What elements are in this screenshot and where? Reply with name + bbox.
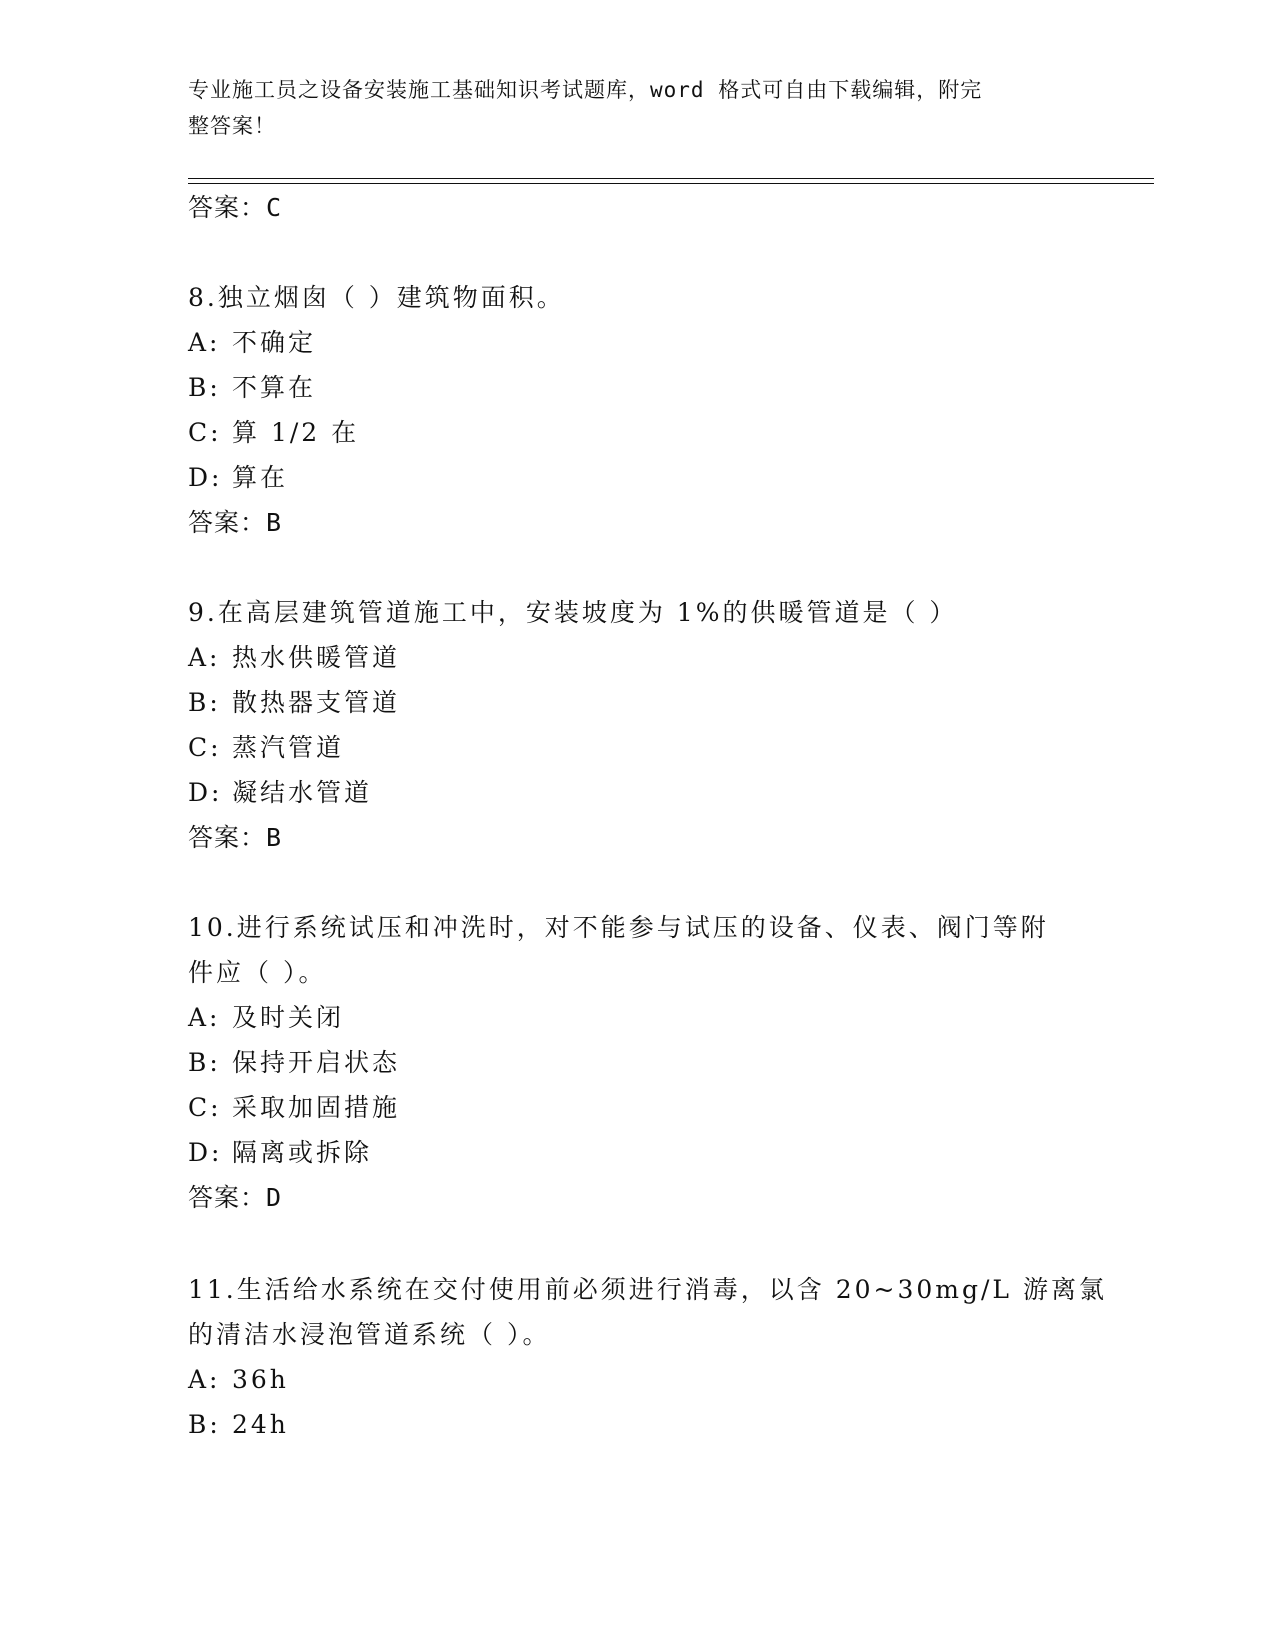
question-text: 11.生活给水系统在交付使用前必须进行消毒，以含 20~30mg/L 游离氯 [188, 1275, 1107, 1304]
option-letter: D: [188, 1138, 223, 1167]
option-letter: D: [188, 463, 223, 492]
option-d [188, 775, 372, 811]
answer-label: 答案： [188, 193, 267, 222]
header-line-1: 专业施工员之设备安装施工基础知识考试题库，word 格式可自由下载编辑，附完 [188, 78, 983, 102]
answer-value: B [266, 508, 283, 537]
option-text: 24h [232, 1410, 289, 1439]
option-text: 蒸汽管道 [232, 733, 345, 762]
answer-label: 答案： [188, 508, 267, 537]
option-text: 采取加固措施 [232, 1093, 401, 1122]
option-letter: B: [188, 1048, 221, 1077]
option-letter: C: [188, 1093, 222, 1122]
option-c [188, 730, 344, 766]
option-d [188, 460, 288, 496]
option-letter: B: [188, 688, 221, 717]
answer-label: 答案： [188, 1183, 267, 1212]
option-d [188, 1135, 372, 1171]
question-text: 8.独立烟囱（ ）建筑物面积。 [188, 283, 565, 312]
option-letter: A: [188, 643, 221, 672]
option-text: 隔离或拆除 [232, 1138, 373, 1167]
answer-value: B [266, 823, 283, 852]
option-letter: B: [188, 373, 221, 402]
option-a [188, 1362, 289, 1398]
header-divider-bottom [188, 183, 1154, 184]
option-letter: A: [188, 1003, 221, 1032]
option-c [188, 415, 359, 451]
option-text: 算 1/2 在 [232, 418, 360, 447]
option-text: 保持开启状态 [232, 1048, 401, 1077]
option-text: 算在 [232, 463, 289, 492]
option-a [188, 325, 316, 361]
option-text: 凝结水管道 [232, 778, 373, 807]
option-letter: B: [188, 1410, 221, 1439]
question-text: 10.进行系统试压和冲洗时，对不能参与试压的设备、仪表、阀门等附 [188, 913, 1049, 942]
answer-line [188, 1180, 282, 1216]
question-text: 9.在高层建筑管道施工中，安装坡度为 1%的供暖管道是（ ） [188, 598, 958, 627]
option-b [188, 1045, 400, 1081]
answer-line-prev [188, 190, 282, 226]
question-text-continued: 件应（ ）。 [188, 958, 327, 987]
answer-label: 答案： [188, 823, 267, 852]
answer-value: D [266, 1183, 283, 1212]
option-text: 不算在 [232, 373, 317, 402]
option-a [188, 1000, 344, 1036]
answer-value: C [266, 193, 283, 222]
option-text: 散热器支管道 [232, 688, 401, 717]
option-text: 热水供暖管道 [232, 643, 401, 672]
option-text: 不确定 [232, 328, 317, 357]
option-letter: C: [188, 418, 222, 447]
header-divider-top [188, 178, 1154, 179]
option-letter: A: [188, 1365, 221, 1394]
answer-line [188, 820, 282, 856]
option-c [188, 1090, 400, 1126]
option-letter: D: [188, 778, 223, 807]
option-text: 及时关闭 [232, 1003, 345, 1032]
option-b [188, 685, 400, 721]
option-text: 36h [232, 1365, 289, 1394]
header-line-2: 整答案！ [188, 114, 276, 138]
document-header [188, 72, 1068, 144]
question-text-continued: 的清洁水浸泡管道系统（ ）。 [188, 1320, 551, 1349]
option-a [188, 640, 400, 676]
option-letter: A: [188, 328, 221, 357]
option-b [188, 370, 316, 406]
option-b [188, 1407, 289, 1443]
answer-line [188, 505, 282, 541]
option-letter: C: [188, 733, 222, 762]
